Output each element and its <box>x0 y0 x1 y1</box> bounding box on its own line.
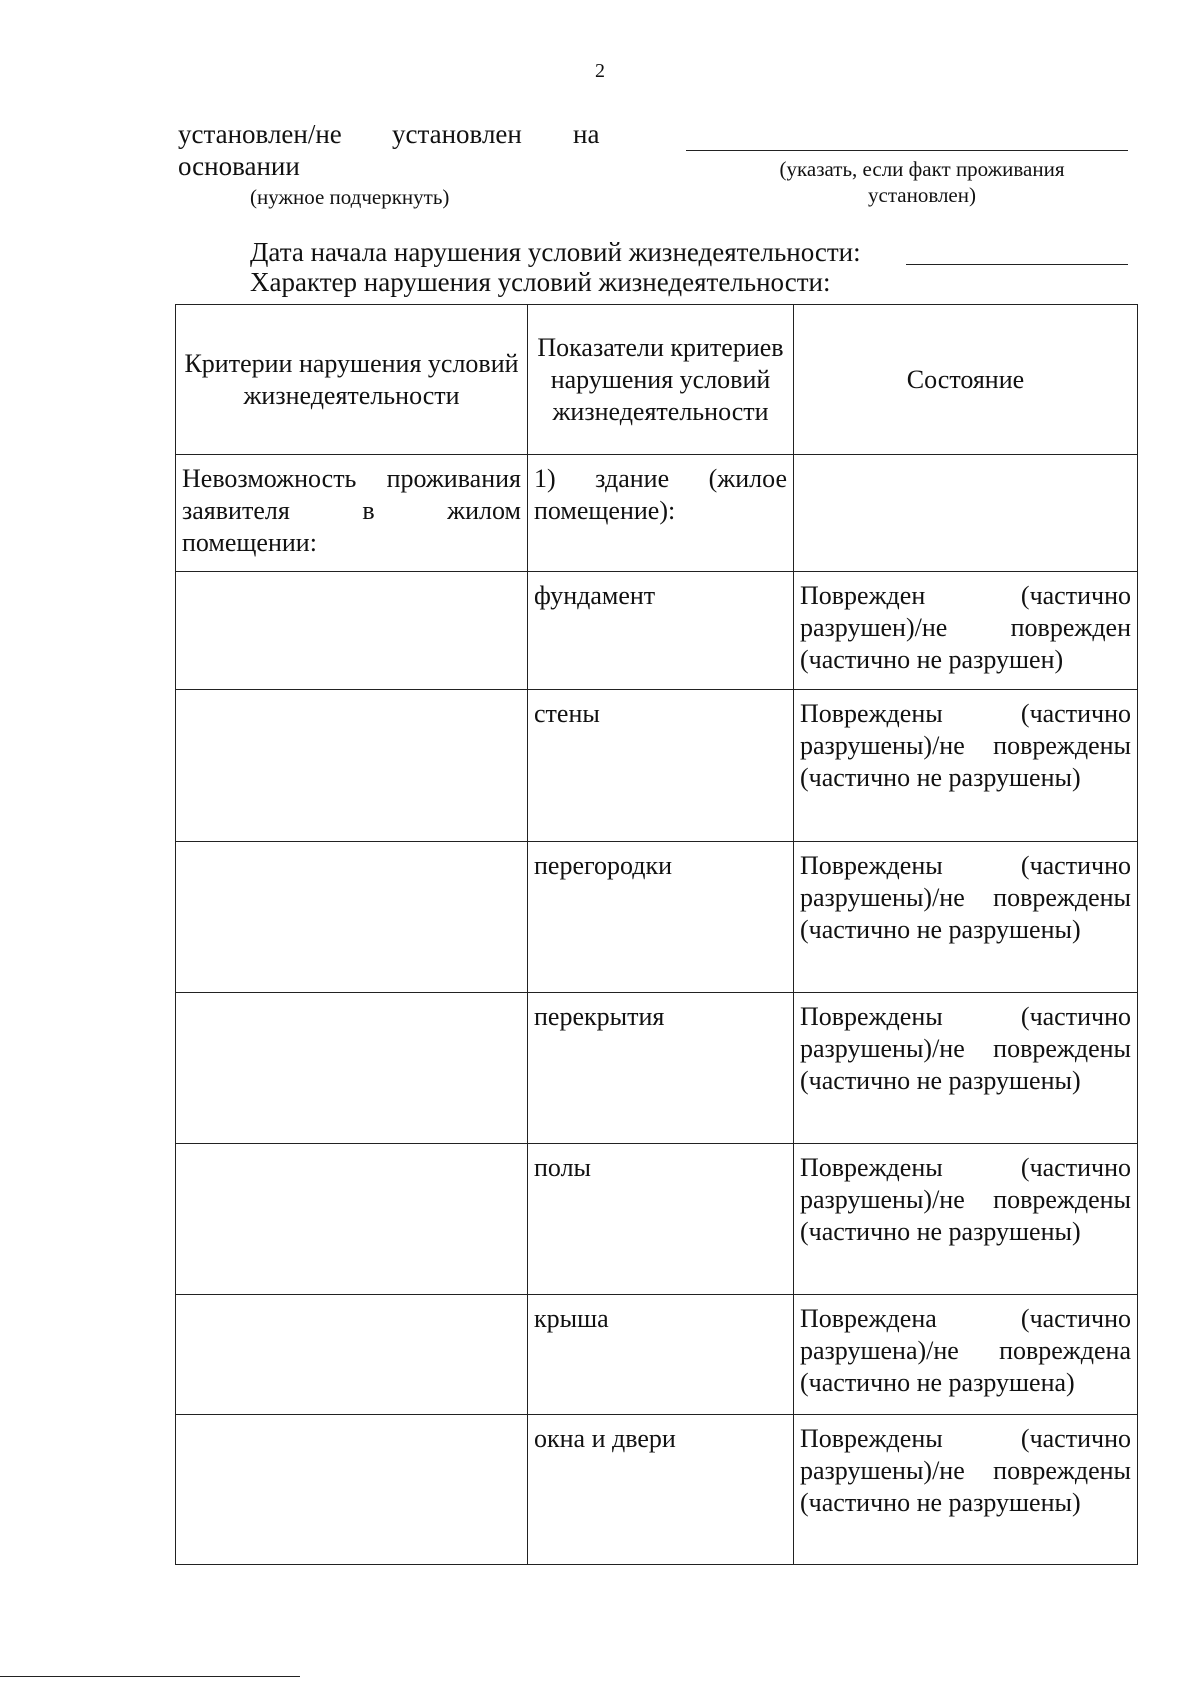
residence-hint-line2: установлен) <box>868 183 976 207</box>
footnote-rule <box>0 1676 300 1677</box>
violation-start-date-label: Дата начала нарушения условий жизнедеятельности: <box>250 237 861 267</box>
state-cell: Повреждены (частично разрушены)/не повреждены (частично не разрушены) <box>794 842 1138 993</box>
residence-hint-line1: (указать, если факт проживания <box>779 157 1065 181</box>
header-indicators: Показатели критериев нарушения условий жизнедеятельности <box>528 305 794 455</box>
criterion-cell <box>176 1295 528 1415</box>
indicator-cell: фундамент <box>528 572 794 690</box>
criterion-cell <box>176 842 528 993</box>
state-cell: Повреждены (частично разрушены)/не повреждены (частично не разрушены) <box>794 993 1138 1144</box>
table-row <box>176 993 1138 1144</box>
table-row <box>176 842 1138 993</box>
on-word: на <box>573 119 600 149</box>
basis-blank-line <box>686 150 1128 151</box>
table-row <box>176 1144 1138 1295</box>
table-row <box>176 455 1138 572</box>
indicator-cell: перекрытия <box>528 993 794 1144</box>
indicator-cell: перегородки <box>528 842 794 993</box>
page-number: 2 <box>595 60 605 82</box>
criteria-table <box>175 304 1138 1565</box>
criterion-cell <box>176 690 528 842</box>
established-word: установлен/не <box>178 119 342 149</box>
table-row <box>176 690 1138 842</box>
criterion-cell: Невозможность проживания заявителя в жилом помещении: <box>176 455 528 572</box>
state-cell: Повреждены (частично разрушены)/не повреждены (частично не разрушены) <box>794 1144 1138 1295</box>
criterion-cell <box>176 1144 528 1295</box>
violation-start-date-blank <box>906 264 1128 265</box>
violation-nature-label: Характер нарушения условий жизнедеятельности: <box>250 267 831 297</box>
state-cell: Повреждены (частично разрушены)/не повреждены (частично не разрушены) <box>794 1415 1138 1565</box>
state-cell: Повреждены (частично разрушены)/не повреждены (частично не разрушены) <box>794 690 1138 842</box>
criterion-cell <box>176 993 528 1144</box>
indicator-cell: стены <box>528 690 794 842</box>
header-criteria: Критерии нарушения условий жизнедеятельности <box>176 305 528 455</box>
indicator-cell: 1) здание (жилое помещение): <box>528 455 794 572</box>
basis-word: основании <box>178 151 300 181</box>
table-row <box>176 1295 1138 1415</box>
criterion-cell <box>176 1415 528 1565</box>
header-state: Состояние <box>794 305 1138 455</box>
indicator-cell: крыша <box>528 1295 794 1415</box>
criterion-cell <box>176 572 528 690</box>
underline-hint: (нужное подчеркнуть) <box>250 185 450 209</box>
table-row <box>176 572 1138 690</box>
indicator-cell: полы <box>528 1144 794 1295</box>
state-cell: Повреждена (частично разрушена)/не повреждена (частично не разрушена) <box>794 1295 1138 1415</box>
not-established-word: установлен <box>392 119 522 149</box>
indicator-cell: окна и двери <box>528 1415 794 1565</box>
table-row <box>176 1415 1138 1565</box>
table-header-row <box>176 305 1138 455</box>
state-cell: Поврежден (частично разрушен)/не поврежден (частично не разрушен) <box>794 572 1138 690</box>
state-cell <box>794 455 1138 572</box>
